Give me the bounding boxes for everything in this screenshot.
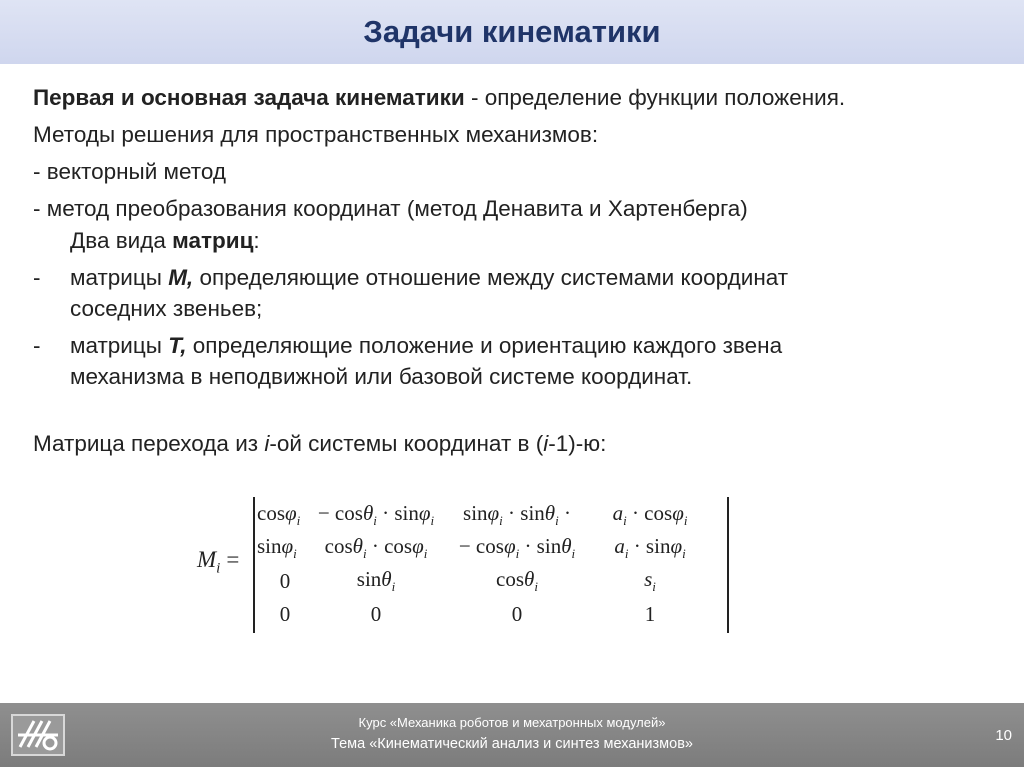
bullet1-symbol: M,	[168, 265, 194, 290]
matrix-symbol: M	[197, 547, 217, 572]
two-types-line	[70, 228, 260, 254]
bullet2-dash: -	[33, 333, 41, 358]
slide-title: Задачи кинематики	[363, 14, 661, 49]
two-types-pre: Два вида	[70, 228, 173, 253]
footer-bar	[0, 703, 1024, 767]
matrix-cell: 0	[370, 602, 382, 626]
matrix-right-bar	[727, 497, 729, 633]
matrix-cell: − cosθ$_i$ · sinφ$_i$	[317, 501, 435, 529]
matrix-cell: 0	[511, 602, 523, 626]
matrix-cell: sinφ$_i$ · sinθ$_i$ ·	[463, 501, 571, 529]
title-bar	[0, 0, 1024, 64]
method-vector: - векторный метод	[33, 159, 226, 184]
bullet1-post: определяющие отношение между системами координат	[193, 265, 789, 290]
transition-line	[33, 431, 606, 457]
matrix-cell: cosθ$_i$	[496, 567, 538, 595]
matrix-cell: 0	[279, 602, 291, 626]
bullet1-pre: матрицы	[70, 265, 169, 290]
intro-line	[33, 85, 845, 111]
transition-p3: -1)-ю:	[548, 431, 607, 456]
bullet1-line	[70, 265, 788, 291]
transition-p1: Матрица перехода из	[33, 431, 265, 456]
bullet2-symbol: T,	[168, 333, 187, 358]
bullet2-cont: механизма в неподвижной или базовой системе координат.	[70, 364, 693, 389]
matrix-left-bar	[253, 497, 255, 633]
intro-rest: - определение функции положения.	[464, 85, 846, 110]
matrix-grid	[257, 499, 727, 631]
matrix-label	[197, 547, 239, 578]
matrix-equals: =	[226, 547, 240, 572]
intro-bold: Первая и основная задача кинематики	[33, 85, 465, 110]
bullet1-cont: соседних звеньев;	[70, 296, 263, 321]
matrix-cell: sinφ$_i$	[257, 534, 297, 562]
transition-matrix	[197, 497, 737, 633]
methods-heading: Методы решения для пространственных механизмов:	[33, 122, 599, 147]
method-transform: - метод преобразования координат (метод Денавита и Хартенберга)	[33, 196, 748, 221]
matrix-cell: cosθ$_i$ · cosφ$_i$	[324, 534, 428, 562]
matrix-cell: 1	[644, 602, 656, 626]
bullet2-line	[70, 333, 782, 359]
transition-i1: i	[264, 431, 270, 456]
two-types-post: :	[253, 228, 260, 253]
two-types-bold: матриц	[172, 228, 254, 253]
footer-topic: Тема «Кинематический анализ и синтез механизмов»	[331, 736, 693, 752]
matrix-cell: cosφ$_i$	[257, 501, 301, 529]
bullet1-dash: -	[33, 265, 41, 290]
matrix-cell: $a_i \cdot \cos\varphi_i$	[612, 501, 688, 529]
matrix-cell: $a_i \cdot \sin\varphi_i$	[614, 534, 686, 562]
bullet2-post: определяющие положение и ориентацию каждого звена	[186, 333, 783, 358]
transition-p2: -ой системы координат в (	[269, 431, 544, 456]
transition-i2: i	[543, 431, 549, 456]
matrix-cell: − cosφ$_i$ · sinθ$_i$	[458, 534, 576, 562]
bullet2-pre: матрицы	[70, 333, 169, 358]
page-number: 10	[995, 727, 1012, 744]
matrix-cell: 0	[279, 569, 291, 593]
matrix-subscript: i	[216, 560, 221, 577]
footer-course: Курс «Механика роботов и мехатронных модулей»	[358, 715, 666, 730]
matrix-cell: $s_i$	[644, 567, 656, 595]
matrix-cell: sinθ$_i$	[356, 567, 396, 595]
